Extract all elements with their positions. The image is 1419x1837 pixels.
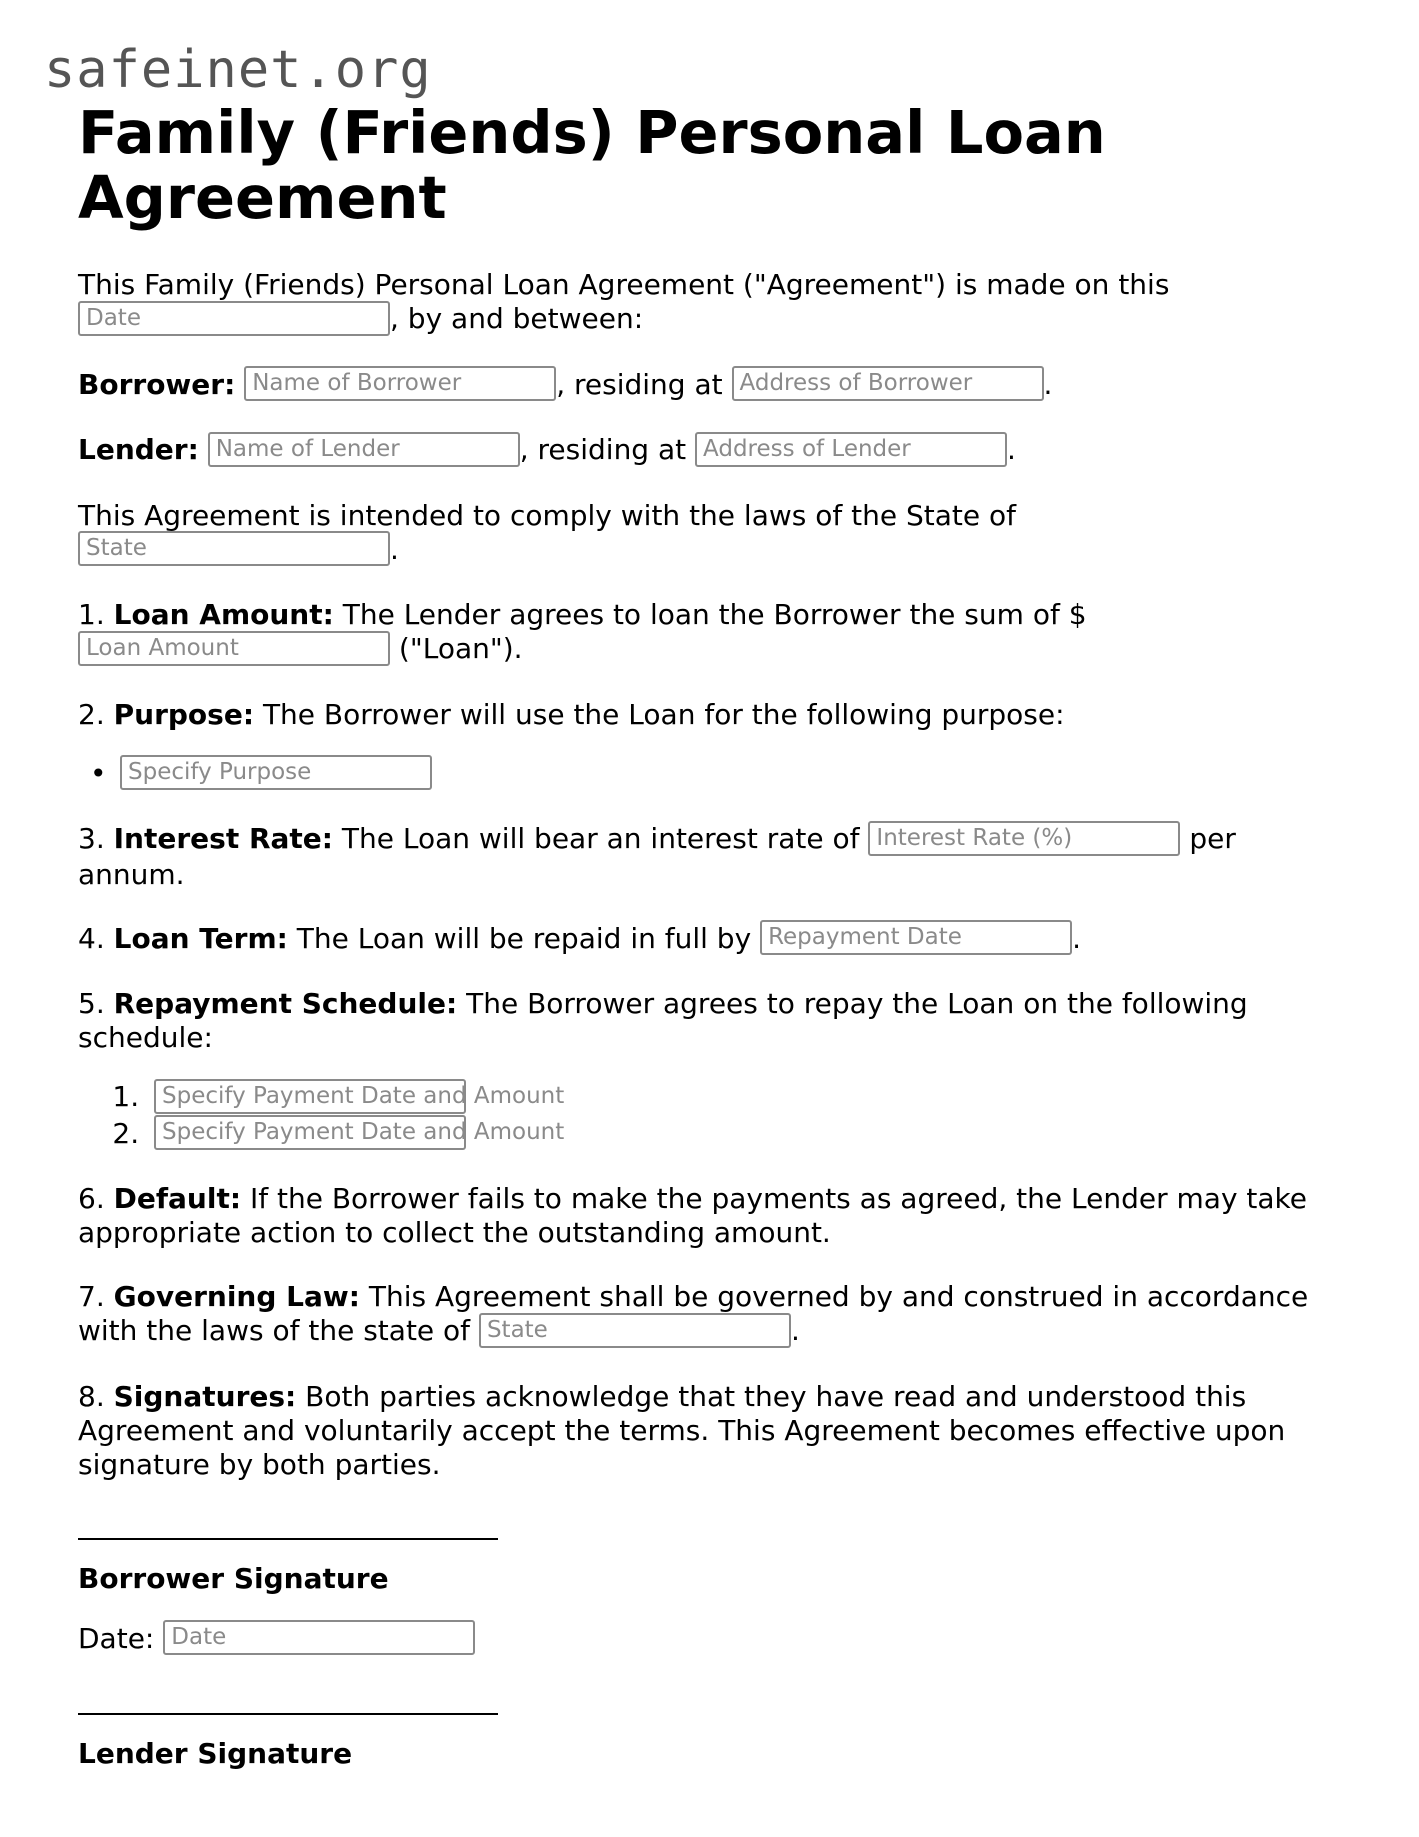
intro-paragraph	[78, 268, 1333, 338]
borrower-label: Borrower:	[78, 367, 236, 401]
section-number: 5.	[78, 987, 105, 1020]
list-item	[148, 1079, 1333, 1116]
interest-text: The Loan will bear an interest rate of	[341, 822, 860, 855]
repayment-date-field[interactable]: Repayment Date	[760, 920, 1072, 955]
section-number: 1.	[78, 598, 105, 631]
governing-state-field[interactable]: State	[479, 1313, 791, 1348]
page-title: Family (Friends) Personal Loan Agreement	[78, 98, 1106, 232]
purpose-section	[78, 698, 1333, 732]
loan-amount-field[interactable]: Loan Amount	[78, 631, 390, 666]
borrower-paragraph	[78, 368, 1333, 404]
term-section	[78, 922, 1333, 958]
law-section	[78, 1280, 1333, 1350]
borrower-signature-line[interactable]	[78, 1538, 498, 1540]
list-item	[148, 1116, 1333, 1153]
intro-text: This Family (Friends) Personal Loan Agreement ("Agreement") is made on this	[78, 268, 1170, 301]
lender-signature-line[interactable]	[78, 1713, 498, 1715]
list-item	[120, 756, 1333, 793]
term-end: .	[1072, 921, 1081, 955]
state-text: This Agreement is intended to comply with the laws of the State of	[78, 498, 1016, 532]
borrower-date-label: Date:	[78, 1621, 155, 1655]
document-body	[78, 100, 1333, 1797]
state-field[interactable]: State	[78, 531, 390, 566]
signatures-section	[78, 1380, 1333, 1482]
section-number: 7.	[78, 1280, 105, 1313]
state-end: .	[390, 532, 399, 566]
lender-name-field[interactable]: Name of Lender	[208, 432, 520, 467]
loan-amount-heading: Loan Amount:	[113, 598, 334, 631]
signatures-heading: Signatures:	[113, 1379, 297, 1413]
interest-suffix: per annum.	[78, 822, 1236, 891]
borrower-date-row	[78, 1622, 1333, 1658]
lender-label: Lender:	[78, 433, 199, 466]
loan-amount-text: The Lender agrees to loan the Borrower the sum of $	[342, 598, 1087, 631]
lender-end: .	[1007, 433, 1016, 466]
state-paragraph	[78, 499, 1333, 569]
loan-amount-suffix: ("Loan").	[398, 632, 523, 665]
purpose-heading: Purpose:	[113, 697, 255, 731]
law-heading: Governing Law:	[113, 1280, 360, 1313]
law-end: .	[790, 1314, 800, 1347]
schedule-section	[78, 987, 1333, 1055]
lender-residing-text: , residing at	[519, 433, 687, 466]
loan-amount-section	[78, 598, 1333, 668]
purpose-field[interactable]: Specify Purpose	[120, 755, 432, 790]
signatures-text: Both parties acknowledge that they have read and understood this Agreement and voluntarily accept the terms. This Agreement becomes effective upon signature by both parties.	[78, 1379, 1286, 1481]
lender-paragraph	[78, 433, 1333, 469]
term-heading: Loan Term:	[113, 921, 288, 955]
section-number: 3.	[78, 822, 105, 855]
section-number: 2.	[78, 697, 105, 731]
borrower-signature-date-field[interactable]: Date	[163, 1620, 475, 1655]
law-text: This Agreement shall be governed by and construed in accordance with the laws of the state of	[78, 1280, 1309, 1347]
intro-suffix: , by and between:	[390, 302, 644, 335]
section-number: 4.	[78, 921, 105, 955]
interest-section	[78, 822, 1333, 892]
lender-signature-label: Lender Signature	[78, 1737, 353, 1770]
agreement-date-field[interactable]: Date	[78, 301, 390, 336]
schedule-text: The Borrower agrees to repay the Loan on the following schedule:	[78, 987, 1248, 1054]
section-number: 6.	[78, 1182, 105, 1215]
borrower-signature-label: Borrower Signature	[78, 1561, 389, 1595]
interest-rate-field[interactable]: Interest Rate (%)	[868, 821, 1180, 856]
interest-heading: Interest Rate:	[113, 822, 333, 855]
schedule-heading: Repayment Schedule:	[113, 987, 458, 1020]
borrower-end: .	[1043, 367, 1053, 401]
borrower-name-field[interactable]: Name of Borrower	[244, 366, 556, 401]
borrower-address-field[interactable]: Address of Borrower	[732, 366, 1044, 401]
default-text: If the Borrower fails to make the payments as agreed, the Lender may take appropriate action to collect the outstanding amount.	[78, 1182, 1307, 1249]
lender-address-field[interactable]: Address of Lender	[695, 432, 1007, 467]
payment-field-1[interactable]: Specify Payment Date and Amount	[154, 1079, 466, 1114]
watermark: safeinet.org	[44, 40, 432, 100]
borrower-residing-text: , residing at	[556, 367, 723, 401]
purpose-list	[78, 756, 1333, 793]
schedule-list	[78, 1079, 1333, 1152]
section-number: 8.	[78, 1379, 105, 1413]
purpose-text: The Borrower will use the Loan for the following purpose:	[262, 697, 1065, 731]
term-text: The Loan will be repaid in full by	[296, 921, 752, 955]
payment-field-2[interactable]: Specify Payment Date and Amount	[154, 1115, 466, 1150]
default-heading: Default:	[113, 1182, 242, 1215]
default-section	[78, 1182, 1333, 1250]
